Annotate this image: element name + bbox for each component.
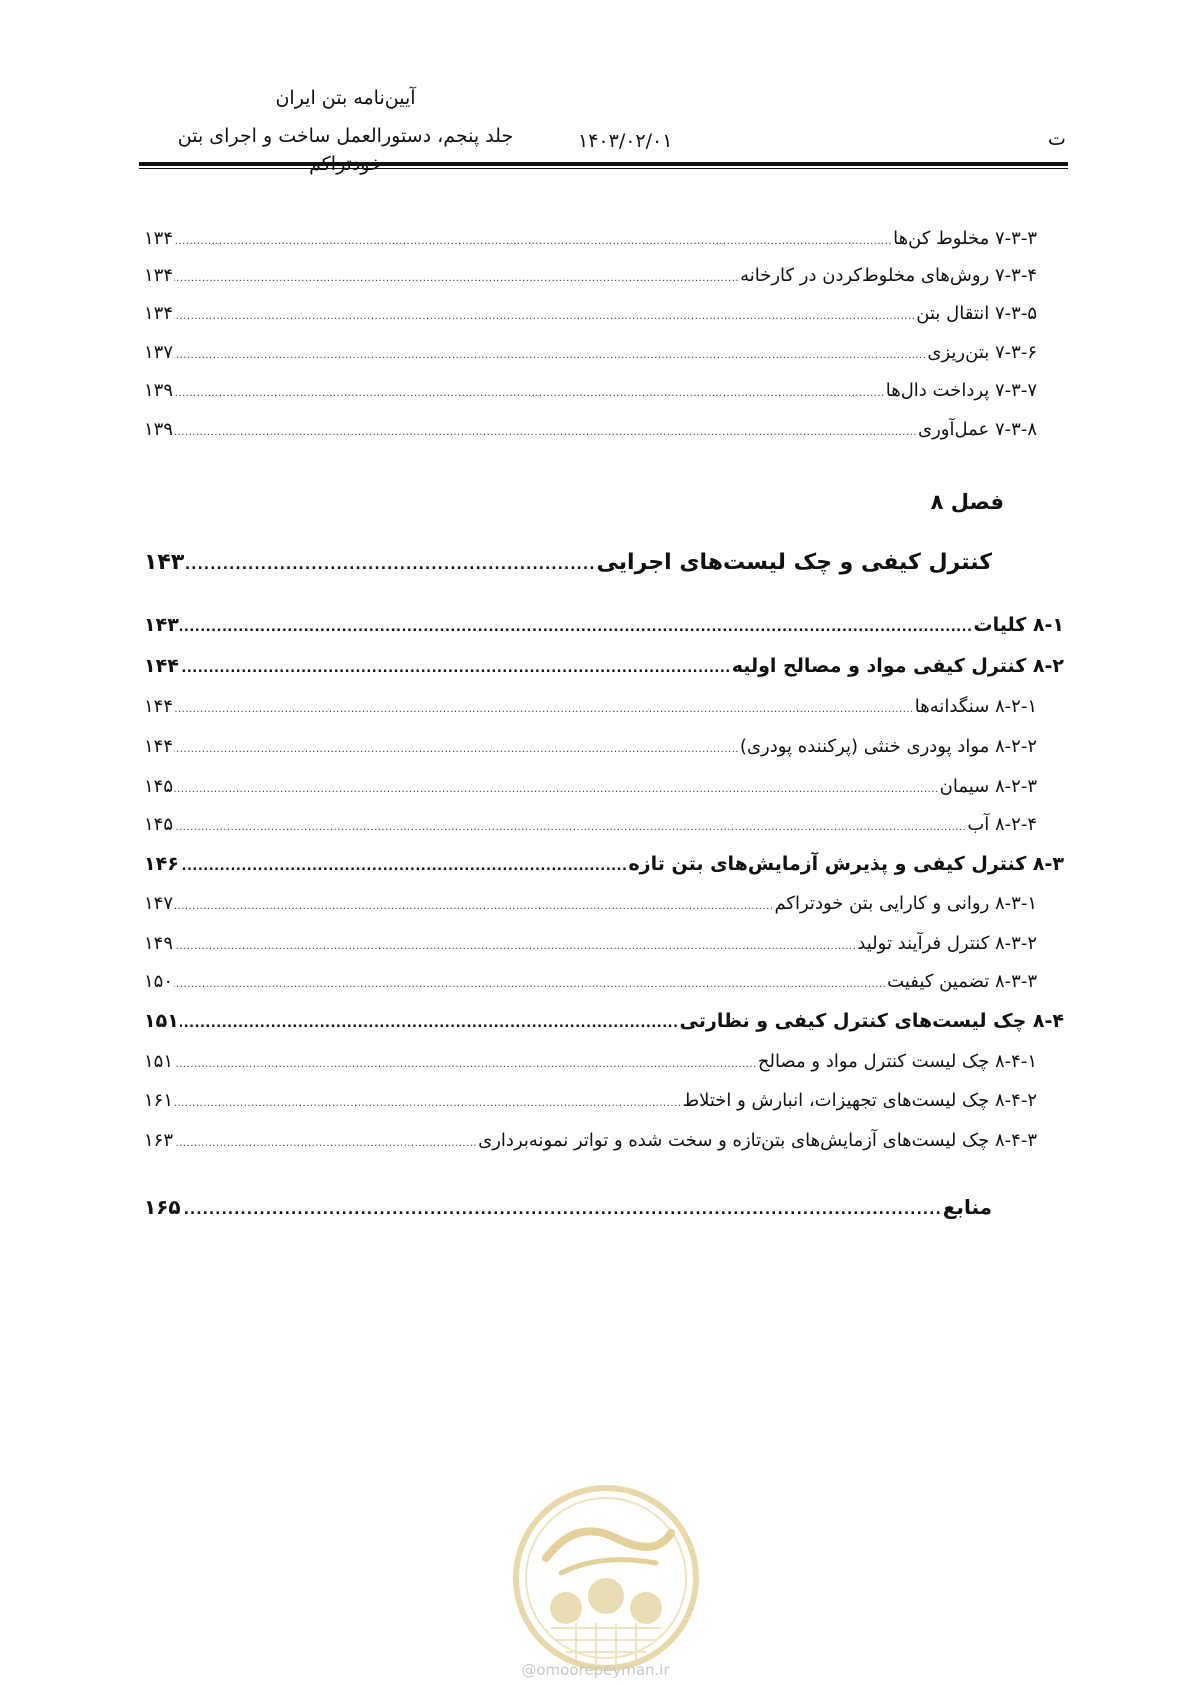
header-date: ۱۴۰۳/۰۲/۰۱ <box>578 130 673 152</box>
toc-entry[interactable] <box>144 303 1037 324</box>
toc-section[interactable] <box>144 614 1064 636</box>
toc-entry[interactable] <box>144 380 1037 401</box>
leader-dots <box>174 704 914 715</box>
leader-dots <box>174 1098 681 1109</box>
toc-entry-page: ۱۴۵ <box>144 776 174 797</box>
toc-entry-page: ۱۵۰ <box>144 971 174 992</box>
chapter-heading: فصل ۸ <box>930 490 1004 514</box>
toc-entry-label: ۸-۲-۲ مواد پودری خنثی (پرکننده پودری) <box>739 736 1037 757</box>
toc-entry-page: ۱۴۷ <box>144 893 174 914</box>
toc-entry[interactable] <box>144 736 1037 757</box>
leader-dots <box>180 661 731 676</box>
toc-entry-label: ۸-۳ کنترل کیفی و پذیرش آزمایش‌های بتن تازه <box>628 853 1064 875</box>
toc-entry-page: ۱۵۱ <box>144 1010 179 1032</box>
toc-entry-label: کنترل کیفی و چک لیست‌های اجرایی <box>596 550 992 575</box>
book-title: آیین‌نامه بتن ایران <box>275 87 416 109</box>
toc-entry[interactable] <box>144 265 1037 286</box>
toc-entry-label: ۸-۲ کنترل کیفی مواد و مصالح اولیه <box>731 655 1064 677</box>
toc-entry-label: ۷-۳-۴ روش‌های مخلوط‌کردن در کارخانه <box>740 265 1037 286</box>
toc-entry[interactable] <box>144 228 1037 249</box>
toc-references[interactable] <box>144 1195 992 1219</box>
leader-dots <box>174 311 915 322</box>
toc-chapter-title[interactable] <box>144 550 992 575</box>
toc-entry-page: ۱۴۳ <box>144 614 179 636</box>
leader-dots <box>174 784 939 795</box>
page-label: ت <box>1048 128 1066 150</box>
toc-entry-page: ۱۶۳ <box>144 1130 174 1151</box>
toc-entry-label: ۸-۲-۳ سیمان <box>939 776 1037 797</box>
leader-dots <box>174 822 966 833</box>
toc-entry[interactable] <box>144 776 1037 797</box>
toc-entry[interactable] <box>144 971 1037 992</box>
leader-dots <box>174 941 856 952</box>
toc-entry-page: ۱۶۵ <box>144 1195 181 1219</box>
toc-entry-label: ۷-۳-۵ انتقال بتن <box>916 303 1037 324</box>
toc-entry-page: ۱۴۴ <box>144 736 174 757</box>
leader-dots <box>174 427 917 438</box>
toc-entry-label: ۸-۴-۱ چک لیست کنترل مواد و مصالح <box>757 1051 1037 1072</box>
toc-entry-page: ۱۴۶ <box>144 853 179 875</box>
toc-entry-page: ۱۴۳ <box>144 550 185 575</box>
toc-section[interactable] <box>144 655 1064 677</box>
toc-entry[interactable] <box>144 933 1037 954</box>
toc-entry-label: ۸-۲-۴ آب <box>967 814 1037 835</box>
leader-dots <box>174 236 892 247</box>
toc-entry-label: ۸-۳-۲ کنترل فرآیند تولید <box>857 933 1037 954</box>
toc-entry-page: ۱۴۴ <box>144 655 179 677</box>
toc-entry[interactable] <box>144 814 1037 835</box>
toc-entry-label: ۸-۴-۲ چک لیست‌های تجهیزات، انبارش و اختلاط <box>682 1090 1037 1111</box>
leader-dots <box>174 979 886 990</box>
toc-entry-label: ۸-۴-۳ چک لیست‌های آزمایش‌های بتن‌تازه و سخت شده و تواتر نمونه‌برداری <box>478 1130 1037 1151</box>
leader-dots <box>174 744 739 755</box>
leader-dots <box>174 273 739 284</box>
header-rule-thick <box>139 162 1068 166</box>
toc-entry-page: ۱۴۴ <box>144 696 174 717</box>
toc-entry-label: ۸-۳-۱ روانی و کارایی بتن خودتراکم <box>774 893 1037 914</box>
toc-entry[interactable] <box>144 1090 1037 1111</box>
toc-entry-label: ۷-۳-۳ مخلوط کن‌ها <box>893 228 1037 249</box>
leader-dots <box>174 350 926 361</box>
toc-entry-label: ۷-۳-۶ بتن‌ریزی <box>927 342 1037 363</box>
toc-entry-page: ۱۴۵ <box>144 814 174 835</box>
toc-entry-label: ۷-۳-۷ پرداخت دال‌ها <box>885 380 1037 401</box>
toc-entry-label: ۷-۳-۸ عمل‌آوری <box>918 419 1037 440</box>
toc-entry-label: ۸-۱ کلیات <box>973 614 1064 636</box>
leader-dots <box>180 1016 679 1031</box>
leader-dots <box>182 1202 942 1218</box>
leader-dots <box>174 388 885 399</box>
toc-entry[interactable] <box>144 893 1037 914</box>
toc-entry-label: ۸-۲-۱ سنگدانه‌ها <box>914 696 1037 717</box>
toc-entry-label: ۸-۴ چک لیست‌های کنترل کیفی و نظارتی <box>679 1010 1064 1032</box>
toc-entry-page: ۱۳۷ <box>144 342 174 363</box>
toc-entry-page: ۱۳۹ <box>144 419 174 440</box>
toc-entry-page: ۱۳۴ <box>144 228 174 249</box>
toc-entry[interactable] <box>144 696 1037 717</box>
toc-entry[interactable] <box>144 419 1037 440</box>
leader-dots <box>180 620 973 635</box>
toc-entry-page: ۱۶۱ <box>144 1090 174 1111</box>
toc-entry-label: ۸-۳-۳ تضمین کیفیت <box>887 971 1037 992</box>
toc-entry-page: ۱۳۴ <box>144 265 174 286</box>
leader-dots <box>174 1059 757 1070</box>
watermark-site: @omoorepeyman.ir <box>521 1661 670 1679</box>
leader-dots <box>180 859 628 874</box>
toc-section[interactable] <box>144 853 1064 875</box>
leader-dots <box>174 1138 477 1149</box>
toc-entry-page: ۱۴۹ <box>144 933 174 954</box>
toc-section[interactable] <box>144 1010 1064 1032</box>
toc-entry-page: ۱۵۱ <box>144 1051 174 1072</box>
header-rule-thin <box>139 168 1068 169</box>
toc-entry[interactable] <box>144 1051 1037 1072</box>
leader-dots <box>174 901 773 912</box>
toc-entry-page: ۱۳۹ <box>144 380 174 401</box>
omoorepeyman-logo-icon <box>506 1478 706 1678</box>
leader-dots <box>185 557 595 573</box>
toc-entry[interactable] <box>144 342 1037 363</box>
toc-entry-page: ۱۳۴ <box>144 303 174 324</box>
toc-entry[interactable] <box>144 1130 1037 1151</box>
toc-entry-label: منابع <box>942 1195 992 1219</box>
volume-title: جلد پنجم، دستورالعمل ساخت و اجرای بتن <box>177 125 514 147</box>
